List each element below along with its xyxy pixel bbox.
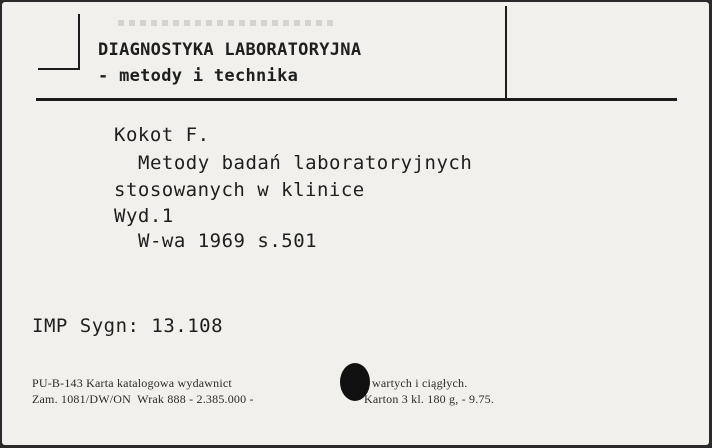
subject-subheading: - metody i technika (98, 66, 299, 86)
footer-line-1-left: PU-B-143 Karta katalogowa wydawnict (32, 376, 232, 390)
header-left-tick (38, 68, 80, 70)
faint-stamp-mark (118, 20, 338, 26)
shelfmark: IMP Sygn: 13.108 (32, 315, 224, 337)
title-line-2: stosowanych w klinice (114, 179, 365, 201)
footer-line-1-right: wartych i ciągłych. (372, 376, 468, 390)
footer-line-2-right: Karton 3 kl. 180 g, - 9.75. (364, 392, 495, 406)
header-left-rule (78, 14, 80, 70)
header-right-rule (505, 6, 507, 99)
footer-line-2-left: Zam. 1081/DW/ON Wrak 888 - 2.385.000 - (32, 392, 254, 406)
author: Kokot F. (114, 124, 210, 146)
title-line-1: Metody badań laboratoryjnych (138, 152, 473, 174)
catalog-card (2, 2, 709, 445)
header-bottom-rule (36, 98, 677, 101)
imprint: W-wa 1969 s.501 (138, 230, 318, 252)
edition: Wyd.1 (114, 205, 174, 227)
subject-heading: DIAGNOSTYKA LABORATORYJNA (98, 40, 362, 60)
